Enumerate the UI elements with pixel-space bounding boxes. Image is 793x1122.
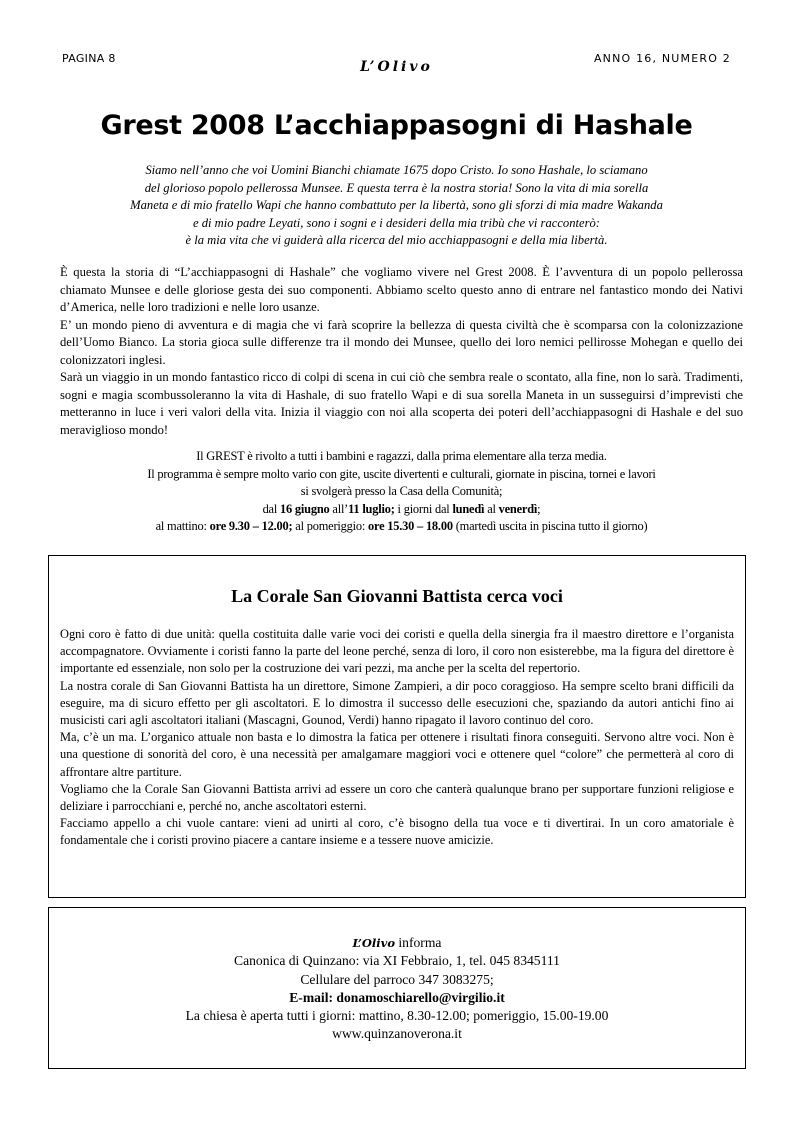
hours-text: (martedì uscita in piscina tutto il giorno) <box>452 519 648 533</box>
dates-text: all’ <box>329 501 349 516</box>
intro-line: del glorioso popolo pellerossa Munsee. E questa terra è la nostra storia! Sono la vita di mia sorella <box>144 180 649 195</box>
corale-article-box <box>48 555 746 898</box>
article-intro <box>60 162 733 250</box>
contact-info-box <box>48 907 746 1069</box>
intro-line: è la mia vita che vi guiderà alla ricerca del mio acchiappasogni e della mia libertà. <box>185 233 608 247</box>
morning-hours: ore 9.30 – 12.00; <box>209 519 293 533</box>
phone: Cellulare del parroco 347 3083275; <box>300 971 494 987</box>
contact-info <box>49 934 745 1044</box>
paragraph: Vogliamo che la Corale San Giovanni Battista arrivi ad essere un coro che canterà qualunque brano per supportare funzioni religiose e deliziare i parrocchiani e, perché no, anche ascoltatori esterni. <box>60 781 734 814</box>
hours-line <box>60 518 743 536</box>
paragraph: È questa la storia di “L’acchiappasogni di Hashale” che vogliamo vivere nel Grest 2008. È l’avventura di un popolo pellerossa chiamato Munsee e delle gloriose gesta dei suo componenti. Abbiamo scelto questo anno di entrare nel fantastico mondo dei Nativi d’America, nelle loro tradizioni e nelle loro usanze. <box>60 265 743 314</box>
address: Canonica di Quinzano: via XI Febbraio, 1, tel. 045 8345111 <box>234 953 560 969</box>
paragraph: Ogni coro è fatto di due unità: quella costituita dalle varie voci dei coristi e quella della sinergia fra il maestro direttore e l’organista accompagnatore. Ovviamente i coristi fanno la parte del leone perché, senza di loro, il coro non esisterebbe, ma la figura del direttore è importante ed essenziale, non solo per la costruzione dei vari pezzi, ma anche per la scelta del repertorio. <box>60 627 734 676</box>
page-number: PAGINA 8 <box>62 52 116 65</box>
intro-line: Siamo nell’anno che voi Uomini Bianchi chiamate 1675 dopo Cristo. Io sono Hashale, lo sciamano <box>145 163 648 177</box>
info-line: Il programma è sempre molto vario con gite, uscite divertenti e culturali, giornate in piscina, tornei e lavori <box>147 466 656 481</box>
grest-info <box>60 448 743 536</box>
info-line: Il GREST è rivolto a tutti i bambini e ragazzi, dalla prima elementare alla terza media. <box>196 449 607 463</box>
day-from: lunedì <box>452 501 485 516</box>
paragraph: Facciamo appello a chi vuole cantare: vieni ad unirti al coro, c’è bisogno della tua voce e ti divertirai. In un coro amatoriale è fondamentale che i coristi provino piacere a cantare insieme e a tessere nuove amicizie. <box>60 816 734 848</box>
issue-number: ANNO 16, NUMERO 2 <box>593 52 731 65</box>
paragraph: Sarà un viaggio in un mondo fantastico ricco di colpi di scena in cui ciò che sembra reale o scontato, alla fine, non lo sarà. Tradimenti, sogni e magia scombussoleranno la vita di Hashale, di suo fratello Wapi e di sua sorella Maneta in un susseguirsi d’imprevisti che metteranno in luce i veri valori della vita. Inizia il viaggio con noi alla scoperta dei poteri dell’acchiappasogni di Hashale e del suo meraviglioso mondo! <box>60 370 743 437</box>
dates-text: al <box>484 501 499 516</box>
brand-name: L’Olivo <box>352 936 395 950</box>
church-hours: La chiesa è aperta tutti i giorni: mattino, 8.30-12.00; pomeriggio, 15.00-19.00 <box>185 1008 609 1024</box>
date-to: 11 luglio; <box>348 501 395 516</box>
paragraph: E’ un mondo pieno di avventura e di magia che vi farà scoprire la bellezza di questa civiltà che è scomparsa con la colonizzazione dell’Uomo Bianco. La storia gioca sulle differenze tra il mondo dei Munsee, quello dei loro nemici pellirosse Mohegan e quello dei colonizzatori inglesi. <box>60 317 743 367</box>
corale-body <box>60 626 734 850</box>
article-body <box>60 264 743 439</box>
email: E-mail: donamoschiarello@virgilio.it <box>289 989 505 1005</box>
intro-line: e di mio padre Leyati, sono i sogni e i desideri della mia tribù che vi racconterò: <box>192 215 600 230</box>
dates-text: dal <box>262 501 280 516</box>
paragraph: Ma, c’è un ma. L’organico attuale non basta e lo dimostra la fatica per ottenere i risultati finora conseguiti. Servono altre voci. Non è una questione di sonorità del coro, è una necessità per amalgamare maggiori voci e ottenere quel “colore” che permetterà al coro di affrontare altre partiture. <box>60 730 734 779</box>
article-title: Grest 2008 L’acchiappasogni di Hashale <box>100 110 693 141</box>
masthead: L’Olivo <box>360 59 433 75</box>
dates-text: i giorni dal <box>394 501 453 516</box>
dates-line <box>60 501 743 519</box>
informa-text: informa <box>395 935 442 950</box>
paragraph: La nostra corale di San Giovanni Battista ha un direttore, Simone Zampieri, a dir poco coraggioso. Ha sempre scelto brani difficili da eseguire, ma di sicuro effetto per gli ascoltatori. E lo dimostra il successo delle esecuzioni che, spaziando da autori antichi fino ai musicisti cari agli ascoltatori italiani (Mascagni, Gounod, Verdi) hanno ripagato il lavoro continuo del coro. <box>60 678 734 728</box>
info-line: si svolgerà presso la Casa della Comunità; <box>300 484 503 498</box>
date-from: 16 giugno <box>280 501 330 516</box>
day-to: venerdì <box>498 501 538 516</box>
afternoon-hours: ore 15.30 – 18.00 <box>368 519 453 533</box>
website: www.quinzanoverona.it <box>332 1026 462 1042</box>
dates-text: ; <box>537 501 541 516</box>
intro-line: Maneta e di mio fratello Wapi che hanno combattuto per la libertà, sono gli sforzi di mia madre Wakanda <box>130 198 663 212</box>
hours-text: al mattino: <box>155 519 210 533</box>
corale-title: La Corale San Giovanni Battista cerca voci <box>231 586 563 606</box>
hours-text: al pomeriggio: <box>292 519 368 533</box>
informa-line <box>49 934 745 952</box>
